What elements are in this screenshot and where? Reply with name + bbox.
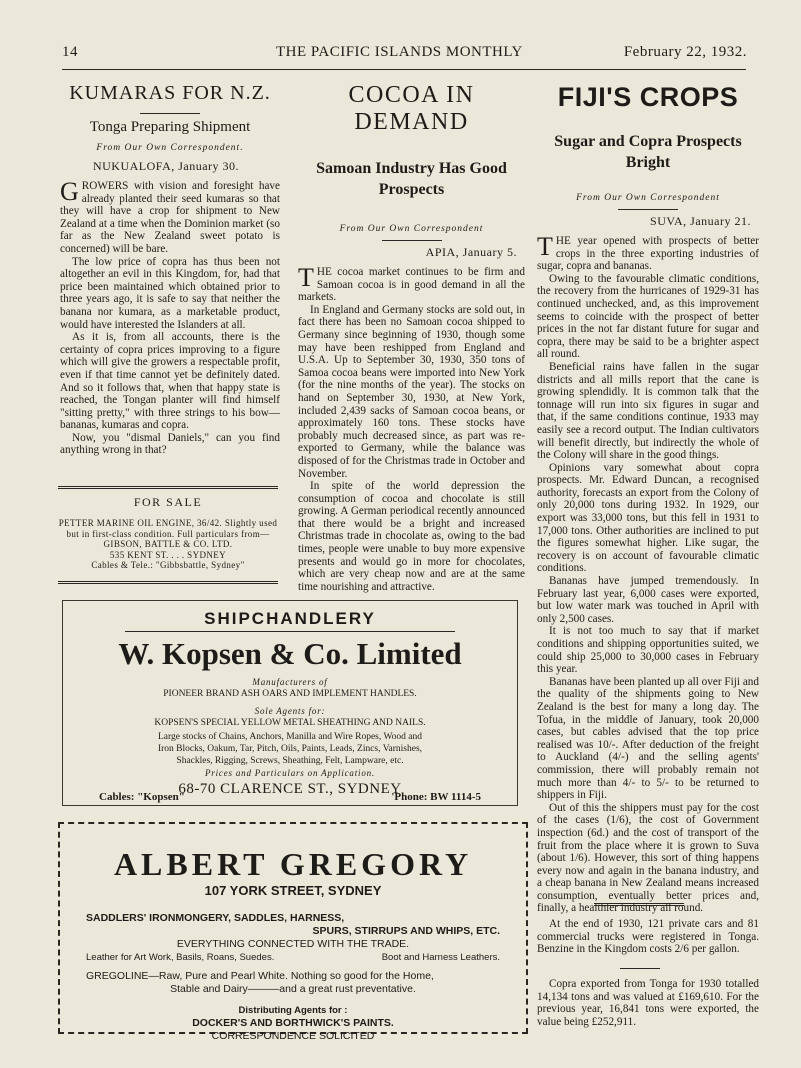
ad-line: Iron Blocks, Oakum, Tar, Pitch, Oils, Paints, Leads, Zincs, Varnishes, bbox=[157, 744, 423, 754]
paragraph: As it is, from all accounts, there is the certainty of copra prices improving to a figure which will give the growers a respectable profit, even if that time cannot yet be definitely dated. And so it follows that, when that happy state is reached, the Tongan planter will find himself "sitting pretty," with three strings to his bow—bananas, kumaras and copra. bbox=[60, 331, 280, 432]
for-sale-ad bbox=[58, 486, 278, 584]
paragraph: THE cocoa market continues to be firm and Samoan cocoa is in good demand in all the markets. bbox=[298, 263, 525, 304]
dateline: SUVA, January 21. bbox=[650, 214, 751, 228]
issue-date: February 22, 1932. bbox=[623, 44, 747, 60]
headline: FIJI'S CROPS bbox=[557, 82, 739, 112]
correspondent: From Our Own Correspondent. bbox=[96, 143, 244, 153]
paragraph: It is not too much to say that if market conditions and shipping opportunities suited, we could ship 25,000 to 30,000 cases in February this year. bbox=[537, 625, 759, 676]
drop-cap: T bbox=[537, 232, 553, 261]
dateline: NUKUALOFA, January 30. bbox=[92, 159, 240, 173]
note-tonga-cars: At the end of 1930, 121 private cars and 81 commercial trucks were registered in Tonga. Benzine in the Kingdom costs 2/6 per gallon. bbox=[537, 918, 759, 956]
ad-line: Distributing Agents for : bbox=[238, 1005, 348, 1016]
ad-gregory bbox=[58, 822, 528, 1042]
drop-cap: G bbox=[60, 177, 79, 206]
ad-line: Shackles, Rigging, Screws, Sheathing, Felt, Lampware, etc. bbox=[176, 756, 404, 766]
ad-line: CORRESPONDENCE SOLICITED bbox=[211, 1030, 375, 1042]
ad-line: Large stocks of Chains, Anchors, Manilla and Wire Ropes, Wood and bbox=[157, 732, 423, 742]
ad-line: DOCKER'S AND BORTHWICK'S PAINTS. bbox=[192, 1017, 394, 1029]
paragraph: Bananas have been planted up all over Fiji and the quality of the shipments going to New Zealand is the best for many a long day. The Tofua, in the middle of January, took 20,000 cases, but cables advised that the top price realised was 10/-. After deduction of the freight to Auckland (4/-) and the selling agents' commission, there will probably remain not much more than 4/- to 5/- to be returned to shippers in Fiji. bbox=[537, 675, 759, 802]
ad-line: EVERYTHING CONNECTED WITH THE TRADE. bbox=[176, 938, 410, 950]
paragraph: Beneficial rains have fallen in the sugar districts and all mills report that the cane is growing splendidly. It is common talk that the tonnage will run into six figures in sugar and that, if the same conditions continue, 1933 may easily see a record output. The Indian cultivators will benefit directly, but indirectly the whole of the Colony will share in the good things. bbox=[537, 360, 759, 462]
correspondent: From Our Own Correspondent bbox=[339, 224, 484, 234]
paragraph: Bananas have jumped tremendously. In February last year, 6,000 cases were exported, but low water mark was touched in April with only 2,500 cases. bbox=[537, 575, 759, 625]
ad-heading: SHIPCHANDLERY bbox=[204, 609, 376, 628]
article-kumaras bbox=[60, 78, 280, 457]
headline: KUMARAS FOR N.Z. bbox=[69, 82, 271, 104]
publication-title: THE PACIFIC ISLANDS MONTHLY bbox=[276, 44, 523, 60]
paragraph: GROWERS with vision and foresight have already planted their seed kumaras so that they will have a crop for shipment to New Zealand at a time when the Dominion market (so far as the New Zealand sweet potato is concerned) will be bare. bbox=[60, 177, 280, 255]
ad-line: SADDLERS' IRONMONGERY, SADDLES, HARNESS, bbox=[86, 912, 345, 924]
drop-cap: T bbox=[298, 263, 314, 292]
paragraph: The low price of copra has thus been not altogether an evil in this Kingdom, for, had that price been maintained which obtained prior to three years ago, it is safe to say that neither the banana nor kumara, as a marketable product, would have interested the Islanders at all. bbox=[60, 255, 280, 331]
page-number: 14 bbox=[62, 44, 78, 60]
ad-company-name: W. Kopsen & Co. Limited bbox=[118, 636, 462, 671]
ad-line: GREGOLINE—Raw, Pure and Pearl White. Nothing so good for the Home, bbox=[86, 970, 434, 982]
ad-kopsen bbox=[62, 600, 518, 806]
header-rule bbox=[62, 69, 746, 70]
paragraph: In England and Germany stocks are sold out, in fact there has been no Samoan cocoa shipped to Germany since beginning of 1930, though some may have been reshipped from England and U.S.A. Up to September 30, 1930, 350 tons of Samoa cocoa beans were imported into New York (for the nine months of the year). The stocks on hand on September 30, 1930, at New York, included 2,439 sacks of Samoan cocoa beans, or approximately 160 tons. These stocks have probably much decreased since, as part was re-exported to Germany, while the balance was disposed of for the Christmas trade in October and November. bbox=[298, 303, 525, 480]
paragraph: In spite of the world depression the consumption of cocoa and chocolate is still growing. A German periodical recently announced that there would be a bright and increased Christmas trade in chocolate as, owing to the bad times, people were unable to buy more expensive presents and would go in more for chocolates, which are very cheap now and are at the same time nourishing and attractive. bbox=[298, 480, 525, 593]
divider bbox=[382, 240, 442, 241]
ad-address: 107 YORK STREET, SYDNEY bbox=[204, 883, 382, 898]
divider bbox=[140, 113, 200, 114]
paragraph: Out of this the shippers must pay for the cost of the cases (1/6), the cost of Government inspection (6d.) and the cost of transport of the fruit from the place where it is grown to Suva (about 1/6). However, this sort of thing happens every now and again in the banana industry, and a cheap banana in New Zealand means increased consumption, eventually better prices and, finally, a healthier industry all round. bbox=[537, 801, 759, 915]
correspondent: From Our Own Correspondent bbox=[576, 193, 720, 203]
subhead: Tonga Preparing Shipment bbox=[89, 119, 251, 135]
for-sale-title: FOR SALE bbox=[133, 495, 203, 509]
for-sale-line: 535 KENT ST. . . . SYDNEY bbox=[109, 549, 227, 560]
ad-line: SPURS, STIRRUPS AND WHIPS, ETC. bbox=[312, 925, 500, 937]
dateline: APIA, January 5. bbox=[425, 245, 517, 259]
paragraph: THE year opened with prospects of better crops in the three exporting industries of sugar, copra and bananas. bbox=[537, 232, 759, 273]
paragraph: Now, you "dismal Daniels," can you find anything wrong in that? bbox=[60, 431, 280, 457]
for-sale-line: GIBSON, BATTLE & CO. LTD. bbox=[103, 539, 233, 549]
paragraph: Opinions vary somewhat about copra prospects. Mr. Edward Duncan, a recognised authority, forecasts an export from the Colony of only 20,000 tons during 1932. In 1929, our export was 33,000 tons, but this fell in 1931 to 17,000 tons. Other authorities are inclined to put the figures somewhat higher. Like sugar, the recovery is on account of favourable climatic conditions. bbox=[537, 461, 759, 575]
note-tonga-copra: Copra exported from Tonga for 1930 totalled 14,134 tons and was valued at £169,610. For the previous year, 16,841 tons were exported, the value being £252,911. bbox=[537, 978, 759, 1028]
ad-line: KOPSEN'S SPECIAL YELLOW METAL SHEATHING AND NAILS. bbox=[154, 718, 426, 728]
section-rule bbox=[620, 968, 660, 969]
subhead: Sugar and Copra Prospects Bright bbox=[554, 133, 742, 171]
subhead: Samoan Industry Has Good Prospects bbox=[316, 160, 507, 198]
ad-phone: 'Phone: BW 1114-5 bbox=[391, 791, 481, 803]
paragraph: Owing to the favourable climatic conditions, the recovery from the hurricanes of 1929-31 has continued unchecked, and, as this improvement seems to coincide with the prospect of better prices in the not far distant future for sugar and copra, there may be said to be a brighter aspect all round. bbox=[537, 272, 759, 361]
article-cocoa bbox=[298, 78, 525, 593]
ad-line: Stable and Dairy———and a great rust preventative. bbox=[170, 983, 416, 995]
headline: COCOA IN DEMAND bbox=[348, 82, 475, 135]
article-fiji-crops bbox=[537, 78, 759, 915]
ad-cables: Cables: "Kopsen" bbox=[99, 791, 185, 803]
ad-line: PIONEER BRAND ASH OARS AND IMPLEMENT HANDLES. bbox=[163, 689, 417, 699]
ad-company-name: ALBERT GREGORY bbox=[113, 846, 473, 882]
ad-line: Prices and Particulars on Application. bbox=[205, 768, 375, 778]
running-header bbox=[62, 44, 747, 68]
ad-line: Leather for Art Work, Basils, Roans, Suedes. Boot and Harness Leathers. bbox=[86, 952, 500, 963]
divider bbox=[618, 209, 678, 210]
divider bbox=[125, 631, 455, 632]
ad-line: Manufacturers of bbox=[252, 677, 328, 687]
ad-address: 68-70 CLARENCE ST., SYDNEY bbox=[178, 781, 402, 797]
for-sale-line: PETTER MARINE OIL ENGINE, 36/42. Slightly used but in first-class condition. Full particulars from— bbox=[58, 518, 278, 539]
section-rule bbox=[594, 903, 684, 906]
ad-line: Sole Agents for: bbox=[254, 706, 326, 716]
for-sale-line: Cables & Tele.: "Gibbsbattle, Sydney" bbox=[91, 560, 245, 570]
ad-contacts bbox=[99, 791, 481, 803]
